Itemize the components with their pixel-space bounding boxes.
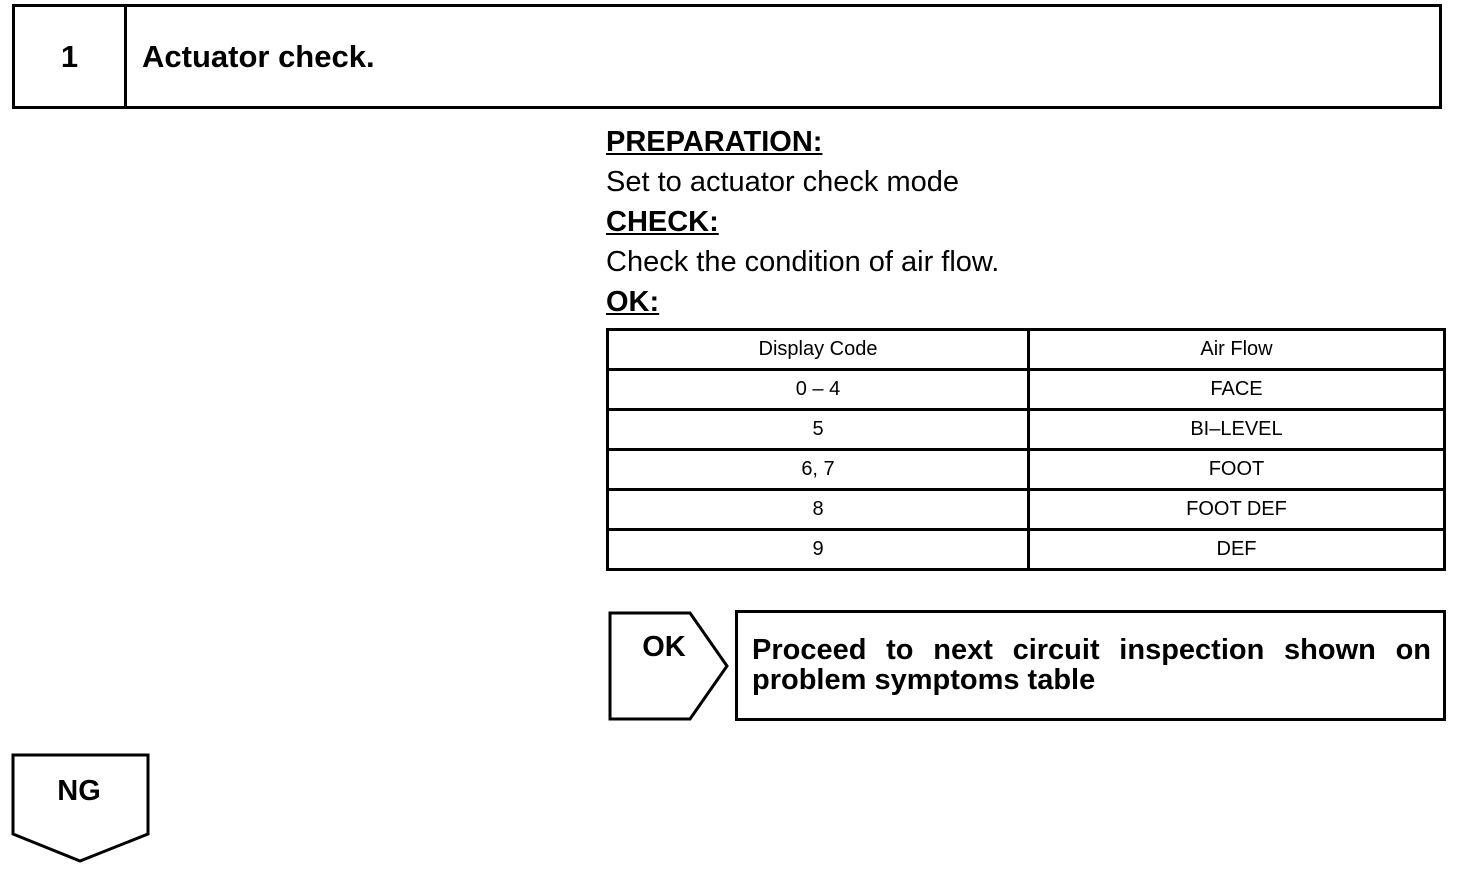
column-header-display-code: Display Code <box>608 330 1029 370</box>
table-row <box>608 410 1445 450</box>
air-flow-cell: BI–LEVEL <box>1029 410 1445 450</box>
display-code-cell: 6, 7 <box>608 450 1029 490</box>
table-row <box>608 370 1445 410</box>
table-row <box>608 450 1445 490</box>
step-header <box>12 4 1442 109</box>
column-header-air-flow: Air Flow <box>1029 330 1445 370</box>
ng-result-label: NG <box>57 775 101 807</box>
ok-result-label: OK <box>642 631 686 663</box>
preparation-section <box>606 122 999 322</box>
ok-section-label: OK: <box>606 286 660 318</box>
table-row <box>608 530 1445 570</box>
ok-arrow-shape <box>607 610 731 722</box>
airflow-table <box>606 328 1446 571</box>
preparation-label: PREPARATION: <box>606 126 823 158</box>
table-row <box>608 490 1445 530</box>
step-number: 1 <box>15 7 127 106</box>
ng-arrow-shape <box>10 752 152 864</box>
air-flow-cell: FOOT DEF <box>1029 490 1445 530</box>
air-flow-cell: FACE <box>1029 370 1445 410</box>
display-code-cell: 9 <box>608 530 1029 570</box>
ok-result-text: Proceed to next circuit inspection shown on problem symptoms table <box>735 610 1446 721</box>
display-code-cell: 0 – 4 <box>608 370 1029 410</box>
air-flow-cell: DEF <box>1029 530 1445 570</box>
check-label: CHECK: <box>606 206 719 238</box>
step-title: Actuator check. <box>142 38 375 74</box>
display-code-cell: 8 <box>608 490 1029 530</box>
preparation-text: Set to actuator check mode <box>606 166 960 198</box>
check-text: Check the condition of air flow. <box>606 246 1000 278</box>
table-header-row <box>608 330 1445 370</box>
display-code-cell: 5 <box>608 410 1029 450</box>
air-flow-cell: FOOT <box>1029 450 1445 490</box>
